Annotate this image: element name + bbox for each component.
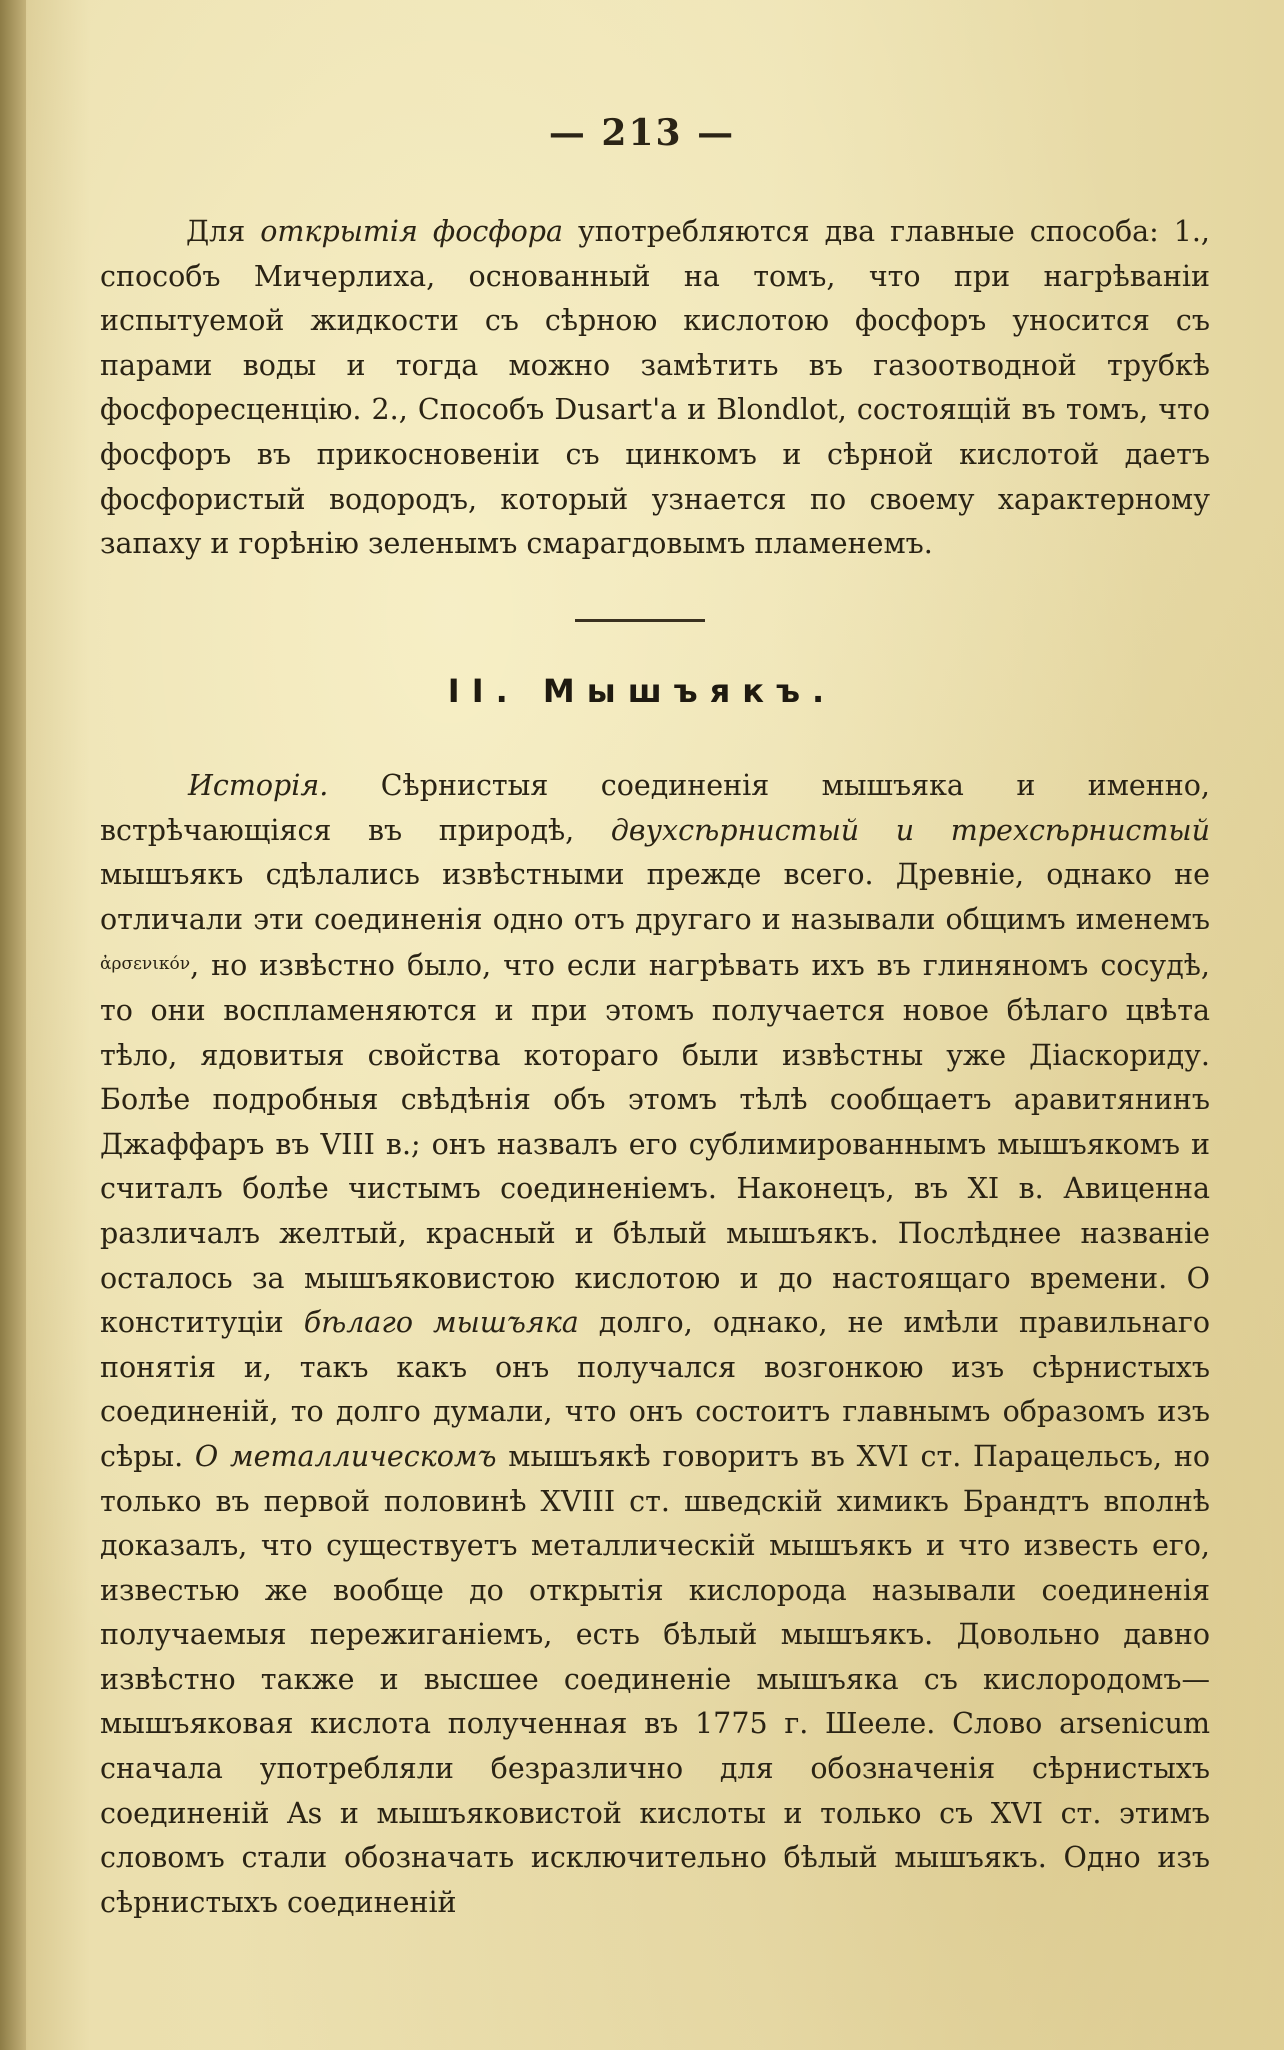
page-number: — 213 — (548, 112, 736, 154)
intro-paragraph (100, 210, 1210, 567)
history-text-4: долго, однако, не имѣли правильнаго понятія и, такъ какъ онъ получался возгонкою изъ сѣрнистыхъ соединеній, то долго думали, что онъ состоитъ главнымъ образомъ изъ сѣры. (100, 1306, 1211, 1473)
book-spine-shadow (0, 0, 26, 2050)
history-text-5: мышъякѣ говоритъ въ XVI ст. Парацельсъ, но только въ первой половинѣ XVIII ст. шведскій химикъ Брандтъ вполнѣ доказалъ, что существуетъ металлическій мышъякъ и что известь его, известью же вообще до открытія кислорода называли соединенія получаемыя пережиганіемъ, есть бѣлый мышъякъ. Довольно давно извѣстно также и высшее соединеніе мышъяка съ кислородомъ—мышъяковая кислота полученная въ 1775 г. Шееле. Слово arsenicum сначала употребляли безразлично для обозначенія сѣрнистыхъ соединеній As и мышъяковистой кислоты и только съ XVI ст. этимъ словомъ стали обозначать исключительно бѣлый мышъякъ. Одно изъ сѣрнистыхъ соединеній (100, 1439, 1210, 1919)
greek-word: ἀρσενικόν (100, 954, 191, 975)
intro-italic-term: открытія фосфора (260, 215, 564, 248)
history-label: Исторія. (188, 769, 329, 802)
history-italic-1: двухсѣрнистый и трехсѣрнистый (610, 813, 1210, 847)
history-text-1: Сѣрнистыя соединенія мышъяка и именно, встрѣчающіяся въ природѣ, (100, 769, 1210, 847)
history-italic-3: О металлическомъ (194, 1439, 497, 1473)
intro-text-1: Для (186, 215, 261, 248)
history-paragraph (100, 764, 1210, 1925)
history-text-3: , но извѣстно было, что если нагрѣвать ихъ въ глиняномъ сосудѣ, то они воспламеняются и при этомъ получается новое бѣлаго цвѣта тѣло, ядовитыя свойства котораго были извѣстны уже Діаскориду. Болѣе подробныя свѣдѣнія объ этомъ тѣлѣ сообщаетъ аравитянинъ Джаффаръ въ VIII в.; онъ назвалъ его сублимированнымъ мышъякомъ и считалъ болѣе чистымъ соединеніемъ. Наконецъ, въ XI в. Авиценна различалъ желтый, красный и бѣлый мышъякъ. Послѣднее названіе осталось за мышъяковистою кислотою и до настоящаго времени. О конституціи (100, 949, 1210, 1340)
history-italic-2: бѣлаго мышъяка (303, 1306, 579, 1340)
intro-text-2: употребляются два главные способа: 1., способъ Мичерлиха, основанный на томъ, что при нагрѣваніи испытуемой жидкости съ сѣрною кислотою фосфоръ уносится съ парами воды и тогда можно замѣтить въ газоотводной трубкѣ фосфоресценцію. 2., Способъ Dusart'а и Blondlot, состоящій въ томъ, что фосфоръ въ прикосновеніи съ цинкомъ и сѣрной кислотой даетъ фосфористый водородъ, который узнается по своему характерному запаху и горѣнію зеленымъ смарагдовымъ пламенемъ. (100, 215, 1210, 561)
section-divider (575, 619, 705, 622)
history-text-2: мышъякъ сдѣлались извѣстными прежде всего. Древніе, однако не отличали эти соединенія одно отъ другаго и называли общимъ именемъ (100, 858, 1210, 936)
section-heading: II. Мышъякъ. (447, 672, 837, 710)
